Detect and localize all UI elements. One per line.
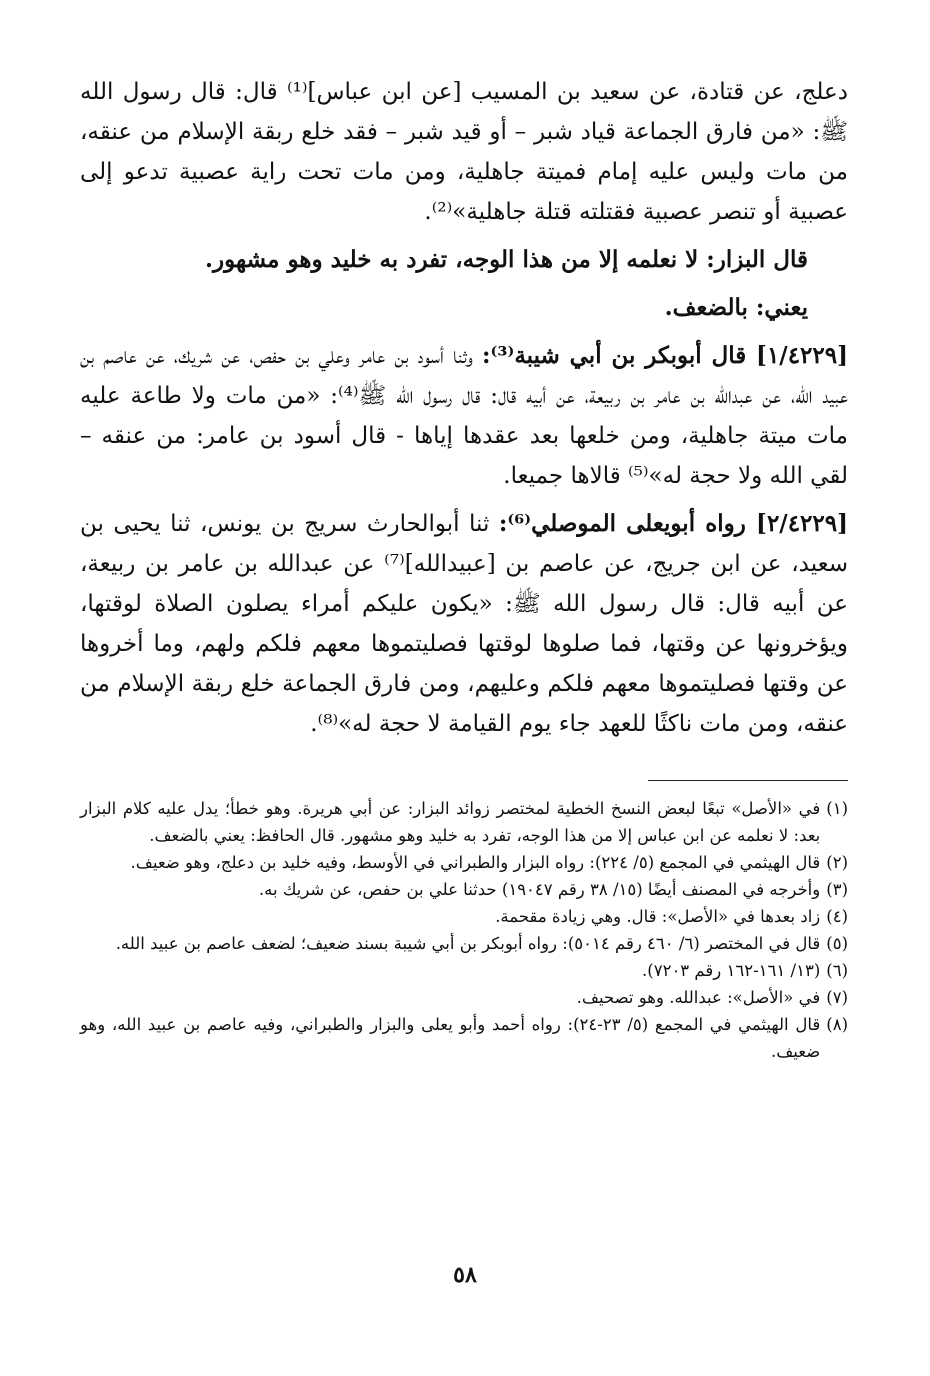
paragraph-hadith-4229-1	[80, 336, 848, 496]
footnote-item	[80, 957, 848, 984]
footnote-number: (٦)	[826, 961, 848, 980]
hadith-4229-1-text: وثنا أسود بن عامر وعلي بن حفص، عن شريك، عن عاصم بن عبيد الله، عن عبدالله بن عامر بن ربيعة، عن أبيه قال: قال رسول الله ﷺ⁽⁴⁾: «من مات ولا طاعة عليه مات ميتة جاهلية، ومن خلعها بعد عقدها إياها - قال أسود بن عامر: من عنقه – لقي الله ولا حجة له»⁽⁵⁾ قالاها جميعا.	[80, 343, 849, 489]
footnote-item	[80, 1011, 848, 1065]
footnote-item	[80, 795, 848, 849]
footnote-item	[80, 930, 848, 957]
footnotes	[80, 795, 848, 1065]
footnote-number: (٢)	[826, 853, 848, 872]
footnote-item	[80, 849, 848, 876]
footnote-number: (١)	[826, 799, 848, 818]
hadith-4229-1-heading: [١/٤٢٢٩] قال أبوبكر بن أبي شيبة⁽³⁾:	[482, 342, 848, 369]
footnote-text: قال الهيثمي في المجمع (٥/ ٢٣-٢٤): رواه أحمد وأبو يعلى والبزار والطبراني، وفيه عاصم بن عبيد الله، وهو ضعيف.	[80, 1015, 821, 1061]
footnote-text: قال في المختصر (٦/ ٤٦٠ رقم ٥٠١٤): رواه أبوبكر بن أبي شيبة بسند ضعيف؛ لضعف عاصم بن عبيد الله.	[115, 934, 821, 953]
footnote-divider	[648, 780, 848, 781]
footnote-text: في «الأصل» تبعًا لبعض النسخ الخطية لمختصر زوائد البزار: عن أبي هريرة. وهو خطأ؛ يدل عليه كلام البزار بعد: لا نعلمه عن ابن عباس إلا من هذا الوجه، تفرد به خليد وهو مشهور. قال الحافظ: يعني بالضعف.	[80, 799, 821, 845]
footnote-text: (١٣/ ١٦١-١٦٢ رقم ٧٢٠٣).	[642, 961, 821, 980]
footnote-item	[80, 984, 848, 1011]
footnote-item	[80, 876, 848, 903]
footnote-text: في «الأصل»: عبدالله. وهو تصحيف.	[576, 988, 821, 1007]
footnote-number: (٣)	[826, 880, 848, 899]
footnote-item	[80, 903, 848, 930]
footnote-text: زاد بعدها في «الأصل»: قال. وهي زيادة مقحمة.	[495, 907, 821, 926]
page-number: ٥٨	[453, 1262, 477, 1288]
hadith-4229-2-text: ثنا أبوالحارث سريج بن يونس، ثنا يحيى بن سعيد، عن ابن جريج، عن عاصم بن [عبيدالله]⁽⁷⁾ عن عبدالله بن عامر بن ربيعة، عن أبيه قال: قال رسول الله ﷺ: «يكون عليكم أمراء يصلون الصلاة لوقتها، ويؤخرونها عن وقتها، فما صلوها لوقتها فصليتموها معهم فلكم ولهم، وما أخروها عن وقتها فصليتموها معهم فلكم وعليهم، ومن فارق الجماعة خلع ربقة الإسلام من عنقه، ومن مات ناكثًا للعهد جاء يوم القيامة لا حجة له»⁽⁸⁾.	[80, 511, 849, 737]
footnote-text: قال الهيثمي في المجمع (٥/ ٢٢٤): رواه البزار والطبراني في الأوسط، وفيه خليد بن دعلج، وهو ضعيف.	[130, 853, 821, 872]
hadith-4229-2-heading: [٢/٤٢٢٩] رواه أبويعلى الموصلي⁽⁶⁾:	[498, 510, 848, 537]
main-text	[80, 72, 848, 744]
footnote-text: وأخرجه في المصنف أيضًا (١٥/ ٣٨ رقم ١٩٠٤٧) حدثنا علي بن حفص، عن شريك به.	[258, 880, 821, 899]
footnote-number: (٤)	[826, 907, 848, 926]
paragraph-meaning: يعني: بالضعف.	[664, 294, 808, 321]
footnote-number: (٨)	[826, 1015, 848, 1034]
footnote-number: (٥)	[826, 934, 848, 953]
footnote-number: (٧)	[826, 988, 848, 1007]
paragraph-hadith-4229-2	[80, 504, 848, 744]
paragraph-hadith-continuation: دعلج، عن قتادة، عن سعيد بن المسيب [عن ابن عباس]⁽¹⁾ قال: قال رسول الله ﷺ: «من فارق الجماعة قياد شبر – أو قيد شبر – فقد خلع ربقة الإسلام من عنقه، من مات وليس عليه إمام فميتة جاهلية، ومن مات تحت راية عصبية تدعو إلى عصبية أو تنصر عصبية فقتلته قتلة جاهلية»⁽²⁾.	[80, 79, 848, 225]
paragraph-bazzar-comment: قال البزار: لا نعلمه إلا من هذا الوجه، تفرد به خليد وهو مشهور.	[205, 246, 808, 273]
